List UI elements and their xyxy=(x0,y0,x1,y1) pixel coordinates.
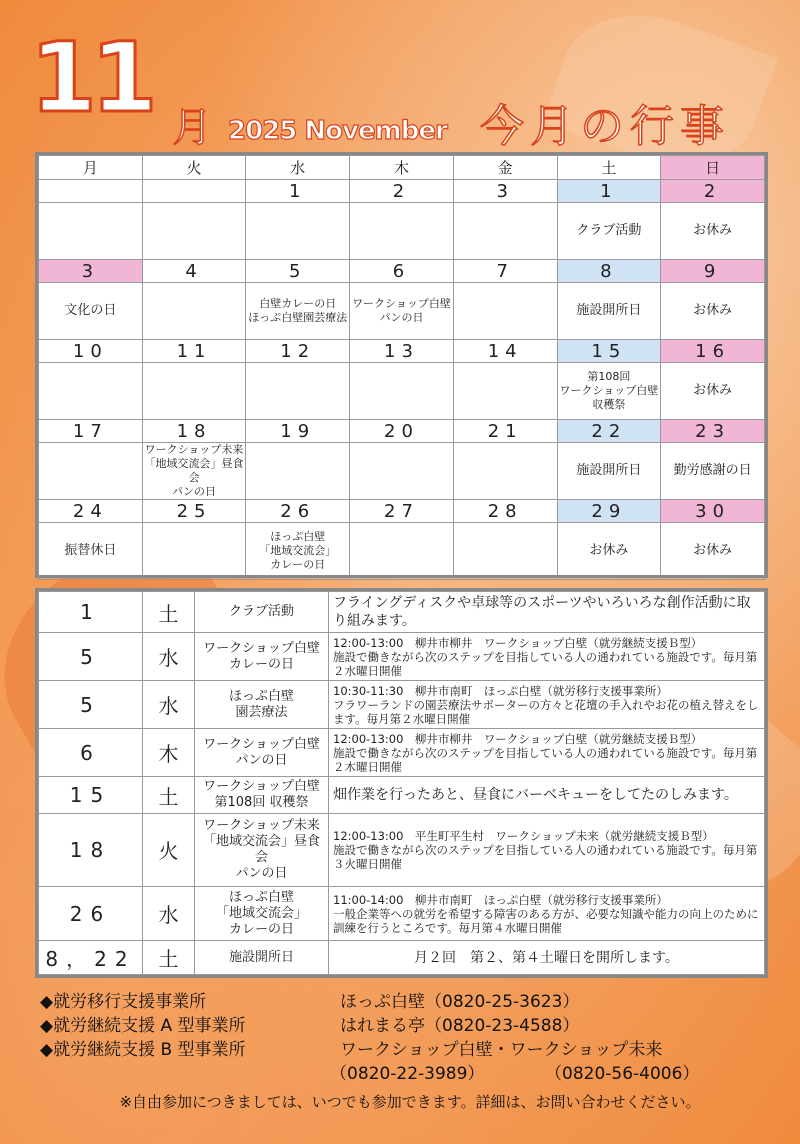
event-cell xyxy=(453,523,557,580)
date-row xyxy=(39,340,765,363)
header xyxy=(30,22,790,152)
event-cell xyxy=(453,363,557,420)
event-cell: お休み xyxy=(661,363,765,420)
date-cell: 1 xyxy=(246,180,350,203)
event-weekday: 土 xyxy=(143,941,195,975)
footer-row xyxy=(40,1038,780,1062)
event-date: 26 xyxy=(39,886,143,941)
weekday-thu: 木 xyxy=(350,156,454,180)
event-description: 月２回 第２、第４土曜日を開所します。 xyxy=(329,941,765,975)
event-cell: ワークショップ未来 「地域交流会」昼食会 パンの日 xyxy=(142,443,246,500)
event-description: 11:00-14:00 柳井市南町 ほっぷ白壁（就労移行支援事業所） 一般企業等への就労を希望する障害のある方が、必要な知識や能力の向上のために訓練を行うところです。毎月第４水曜日開催 xyxy=(329,886,765,941)
date-cell xyxy=(39,180,143,203)
date-cell: 28 xyxy=(453,500,557,523)
date-cell: 18 xyxy=(142,420,246,443)
event-cell xyxy=(350,363,454,420)
date-cell: 19 xyxy=(246,420,350,443)
event-cell: クラブ活動 xyxy=(557,203,661,260)
date-cell xyxy=(142,180,246,203)
weekday-mon: 月 xyxy=(39,156,143,180)
weekday-fri: 金 xyxy=(453,156,557,180)
event-detail-row xyxy=(39,777,765,814)
facility-contact: ワークショップ白壁・ワークショップ未来 xyxy=(340,1040,663,1060)
year-label: 2025 November xyxy=(228,116,447,146)
date-cell: 26 xyxy=(246,500,350,523)
event-cell: ワークショップ白壁 パンの日 xyxy=(350,283,454,340)
date-cell: 15 xyxy=(557,340,661,363)
event-cell: 勤労感謝の日 xyxy=(661,443,765,500)
facility-contact: はれまる亭（0820-23-4588） xyxy=(340,1016,580,1036)
event-detail-row xyxy=(39,729,765,777)
date-cell: 7 xyxy=(453,260,557,283)
event-weekday: 水 xyxy=(143,633,195,681)
event-cell xyxy=(142,203,246,260)
weekday-tue: 火 xyxy=(142,156,246,180)
weekday-sat: 土 xyxy=(557,156,661,180)
event-weekday: 土 xyxy=(143,777,195,814)
event-details xyxy=(35,588,768,978)
event-cell xyxy=(453,443,557,500)
event-date: 18 xyxy=(39,814,143,887)
date-cell: 9 xyxy=(661,260,765,283)
event-cell xyxy=(453,203,557,260)
event-weekday: 木 xyxy=(143,729,195,777)
date-row xyxy=(39,260,765,283)
date-cell: 3 xyxy=(39,260,143,283)
event-cell xyxy=(39,443,143,500)
date-cell: 12 xyxy=(246,340,350,363)
date-cell: 4 xyxy=(142,260,246,283)
facility-type: ◆就労継続支援 B 型事業所 xyxy=(40,1040,246,1060)
event-cell xyxy=(39,203,143,260)
date-cell: 8 xyxy=(557,260,661,283)
footer-tel-row xyxy=(40,1062,780,1084)
event-weekday: 水 xyxy=(143,886,195,941)
event-details-table xyxy=(38,591,765,975)
event-cell xyxy=(350,523,454,580)
event-cell xyxy=(246,363,350,420)
event-name: ワークショップ未来 「地域交流会」昼食会 パンの日 xyxy=(195,814,329,887)
event-cell xyxy=(142,283,246,340)
date-cell: 27 xyxy=(350,500,454,523)
date-cell: 5 xyxy=(246,260,350,283)
event-detail-row xyxy=(39,681,765,729)
event-description: 12:00-13:00 柳井市柳井 ワークショップ白壁（就労継続支援Ｂ型） 施設で働きながら次のステップを目指している人の通われている施設です。毎月第２木曜日開催 xyxy=(329,729,765,777)
event-cell: お休み xyxy=(661,283,765,340)
event-weekday: 土 xyxy=(143,592,195,633)
date-cell: 10 xyxy=(39,340,143,363)
event-detail-row xyxy=(39,941,765,975)
event-date: 1 xyxy=(39,592,143,633)
event-detail-row xyxy=(39,633,765,681)
date-cell: 2 xyxy=(350,180,454,203)
calendar-table xyxy=(38,155,765,580)
date-cell: 16 xyxy=(661,340,765,363)
date-cell: 24 xyxy=(39,500,143,523)
weekday-header-row xyxy=(39,156,765,180)
event-detail-row xyxy=(39,592,765,633)
event-name: ほっぷ白壁 園芸療法 xyxy=(195,681,329,729)
event-cell xyxy=(350,203,454,260)
event-detail-row xyxy=(39,886,765,941)
month-number: 11 xyxy=(30,22,152,134)
facility-contact: ほっぷ白壁（0820-25-3623） xyxy=(340,992,580,1012)
event-cell: 施設開所日 xyxy=(557,443,661,500)
date-cell: 23 xyxy=(661,420,765,443)
date-cell: 22 xyxy=(557,420,661,443)
event-description: フライングディスクや卓球等のスポーツやいろいろな創作活動に取り組みます。 xyxy=(329,592,765,633)
date-row xyxy=(39,180,765,203)
date-cell: 1 xyxy=(557,180,661,203)
event-description: 12:00-13:00 平生町平生村 ワークショップ未来（就労継続支援Ｂ型） 施設で働きながら次のステップを目指している人の通われている施設です。毎月第３火曜日開催 xyxy=(329,814,765,887)
month-kanji: 月 xyxy=(172,105,212,151)
event-cell: お休み xyxy=(661,203,765,260)
event-name: ワークショップ白壁 パンの日 xyxy=(195,729,329,777)
event-date: 5 xyxy=(39,681,143,729)
tel-mirai: （0820-56-4006） xyxy=(545,1064,700,1084)
event-row xyxy=(39,283,765,340)
event-cell xyxy=(350,443,454,500)
footer-note: ※自由参加につきましては、いつでも参加できます。詳細は、お問い合わせください。 xyxy=(119,1093,701,1111)
event-description: 12:00-13:00 柳井市柳井 ワークショップ白壁（就労継続支援Ｂ型） 施設で働きながら次のステップを目指している人の通われている施設です。毎月第２水曜日開催 xyxy=(329,633,765,681)
date-cell: 2 xyxy=(661,180,765,203)
event-weekday: 火 xyxy=(143,814,195,887)
date-cell: 14 xyxy=(453,340,557,363)
date-cell: 21 xyxy=(453,420,557,443)
event-row xyxy=(39,363,765,420)
event-cell: 文化の日 xyxy=(39,283,143,340)
event-date: 6 xyxy=(39,729,143,777)
event-name: ほっぷ白壁 「地域交流会」 カレーの日 xyxy=(195,886,329,941)
calendar xyxy=(35,152,768,578)
event-cell xyxy=(39,363,143,420)
event-cell: ほっぷ白壁 「地域交流会」 カレーの日 xyxy=(246,523,350,580)
event-date: 15 xyxy=(39,777,143,814)
date-cell: 17 xyxy=(39,420,143,443)
event-cell: 第108回 ワークショップ白壁 収穫祭 xyxy=(557,363,661,420)
date-cell: 25 xyxy=(142,500,246,523)
event-date: 5 xyxy=(39,633,143,681)
footer-row xyxy=(40,990,780,1014)
date-cell: 20 xyxy=(350,420,454,443)
footer-row xyxy=(40,1014,780,1038)
event-cell xyxy=(453,283,557,340)
event-cell xyxy=(142,523,246,580)
date-cell: 6 xyxy=(350,260,454,283)
event-row xyxy=(39,203,765,260)
date-cell: 29 xyxy=(557,500,661,523)
weekday-sun: 日 xyxy=(661,156,765,180)
event-detail-row xyxy=(39,814,765,887)
event-name: クラブ活動 xyxy=(195,592,329,633)
date-cell: 3 xyxy=(453,180,557,203)
event-cell: お休み xyxy=(557,523,661,580)
event-cell: お休み xyxy=(661,523,765,580)
event-cell: 施設開所日 xyxy=(557,283,661,340)
event-name: 施設開所日 xyxy=(195,941,329,975)
date-cell: 13 xyxy=(350,340,454,363)
event-cell xyxy=(246,203,350,260)
event-cell xyxy=(246,443,350,500)
date-cell: 30 xyxy=(661,500,765,523)
tel-shirakabe: （0820-22-3989） xyxy=(330,1064,485,1084)
event-cell xyxy=(142,363,246,420)
event-weekday: 水 xyxy=(143,681,195,729)
date-row xyxy=(39,500,765,523)
event-cell: 白壁カレーの日 ほっぷ白壁園芸療法 xyxy=(246,283,350,340)
event-name: ワークショップ白壁 カレーの日 xyxy=(195,633,329,681)
event-name: ワークショップ白壁 第108回 収穫祭 xyxy=(195,777,329,814)
page-title: 今月の行事 xyxy=(480,101,730,152)
event-description: 畑作業を行ったあと、昼食にバーベキューをしてたのしみます。 xyxy=(329,777,765,814)
facility-type: ◆就労移行支援事業所 xyxy=(40,992,207,1012)
event-row xyxy=(39,443,765,500)
event-date: 8，22 xyxy=(39,941,143,975)
date-row xyxy=(39,420,765,443)
footer xyxy=(40,990,780,1114)
date-cell: 11 xyxy=(142,340,246,363)
event-description: 10:30-11:30 柳井市南町 ほっぷ白壁（就労移行支援事業所） フラワーランドの園芸療法サポーターの方々と花壇の手入れやお花の植え替えをします。毎月第２水曜日開催 xyxy=(329,681,765,729)
event-cell: 振替休日 xyxy=(39,523,143,580)
facility-type: ◆就労継続支援 A 型事業所 xyxy=(40,1016,246,1036)
event-row xyxy=(39,523,765,580)
weekday-wed: 水 xyxy=(246,156,350,180)
